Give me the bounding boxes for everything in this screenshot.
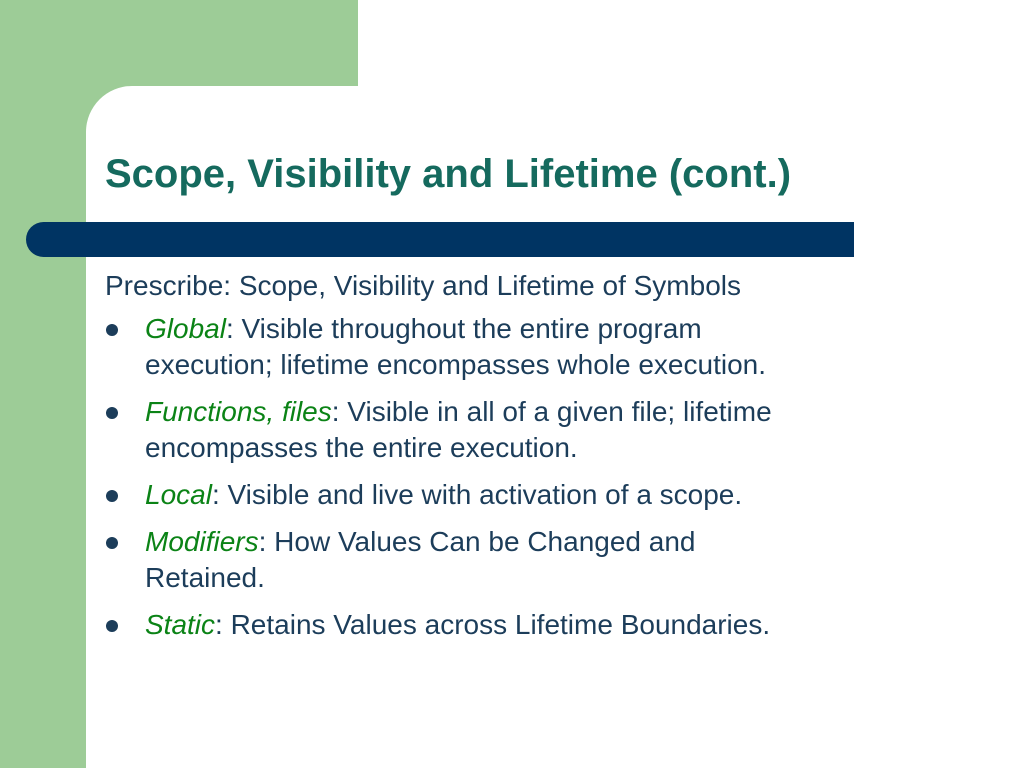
bullet-term: Modifiers <box>145 526 259 557</box>
bullet-item-functions-files <box>105 394 985 466</box>
bullet-dot-icon <box>106 407 118 419</box>
bullet-text: : Visible and live with activation of a scope. <box>211 479 743 510</box>
slide-title: Scope, Visibility and Lifetime (cont.) <box>105 152 792 196</box>
bullet-item-local <box>105 477 985 513</box>
bullet-line <box>145 477 985 513</box>
title-underline-bar <box>26 222 854 257</box>
bullet-list <box>105 311 985 643</box>
bullet-text: : Visible throughout the entire program <box>225 313 702 344</box>
bullet-line <box>145 311 985 347</box>
bullet-dot-icon <box>106 620 118 632</box>
bullet-item-global <box>105 311 985 383</box>
bullet-text: : Visible in all of a given file; lifetime <box>331 396 772 427</box>
bullet-continuation: Retained. <box>145 562 265 593</box>
bullet-term: Local <box>145 479 212 510</box>
bullet-text: : How Values Can be Changed and <box>258 526 696 557</box>
bullet-continuation: encompasses the entire execution. <box>145 432 578 463</box>
bullet-dot-icon <box>106 324 118 336</box>
slide-body <box>105 268 985 654</box>
bullet-text: : Retains Values across Lifetime Boundaries. <box>215 609 771 640</box>
bullet-item-modifiers <box>105 524 985 596</box>
bullet-term: Global <box>145 313 226 344</box>
bullet-line <box>145 607 985 643</box>
bullet-term: Functions, files <box>145 396 332 427</box>
bullet-continuation: execution; lifetime encompasses whole execution. <box>145 349 767 380</box>
bullet-dot-icon <box>106 490 118 502</box>
bullet-dot-icon <box>106 537 118 549</box>
bullet-line <box>145 394 985 430</box>
intro-text: Prescribe: Scope, Visibility and Lifetime of Symbols <box>105 270 741 301</box>
bullet-term: Static <box>145 609 216 640</box>
bullet-item-static <box>105 607 985 643</box>
bullet-line <box>145 524 985 560</box>
